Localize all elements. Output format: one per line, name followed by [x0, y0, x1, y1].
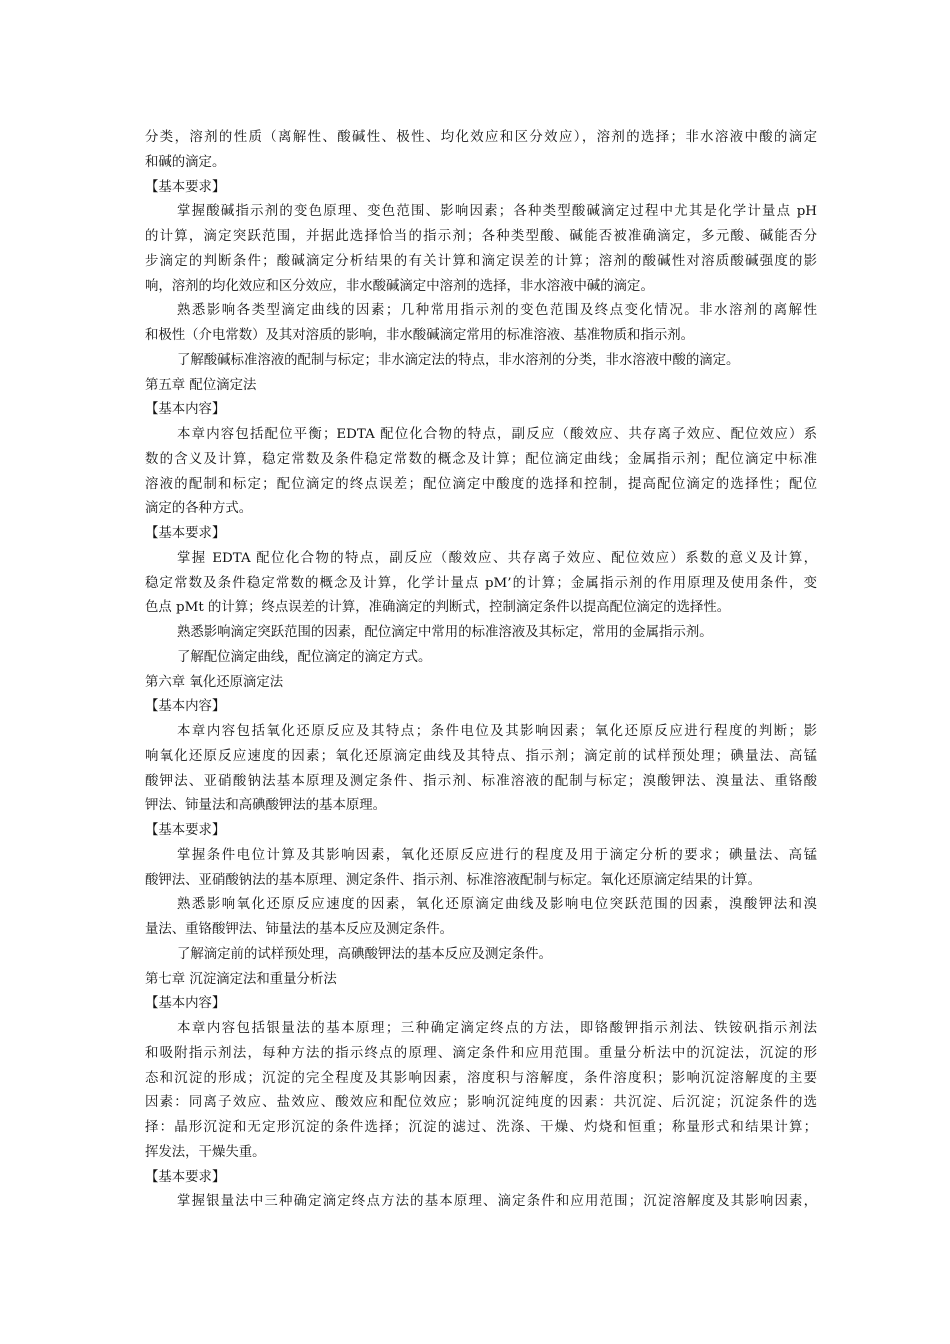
body-text-line: 掌握银量法中三种确定滴定终点方法的基本原理、滴定条件和应用范围；沉淀溶解度及其影响因素， — [177, 1194, 817, 1210]
body-text-line: 挥发法，干燥失重。 — [145, 1144, 266, 1160]
body-text-line: 溶液的配制和标定；配位滴定的终点误差；配位滴定中酸度的选择和控制，提高配位滴定的选择性；配位 — [145, 476, 817, 492]
document-page — [145, 126, 817, 1215]
body-text-line: 掌握酸碱指示剂的变色原理、变色范围、影响因素；各种类型酸碱滴定过程中尤其是化学计量点 pH — [177, 204, 817, 220]
body-text-line: 和吸附指示剂法，每种方法的指示终点的原理、滴定条件和应用范围。重量分析法中的沉淀法，沉淀的形 — [145, 1045, 817, 1061]
body-text-line: 滴定的各种方式。 — [145, 501, 253, 517]
section-label: 【基本要求】 — [145, 823, 226, 838]
section-label: 【基本内容】 — [145, 402, 226, 418]
chapter-heading: 第六章 氧化还原滴定法 — [145, 674, 284, 690]
body-text-line: 熟悉影响氧化还原反应速度的因素，氧化还原滴定曲线及影响电位突跃范围的因素，溴酸钾法和溴 — [177, 897, 817, 913]
section-label: 【基本内容】 — [145, 699, 226, 715]
body-text-line: 酸钾法、亚硝酸钠法基本原理及测定条件、指示剂、标准溶液的配制与标定；溴酸钾法、溴量法、重铬酸 — [145, 773, 817, 789]
body-text-line: 择：晶形沉淀和无定形沉淀的条件选择；沉淀的滤过、洗涤、干燥、灼烧和恒重；称量形式和结果计算； — [145, 1120, 817, 1135]
body-text-line: 响氧化还原反应速度的因素；氧化还原滴定曲线及其特点、指示剂；滴定前的试样预处理；碘量法、高锰 — [145, 748, 817, 764]
chapter-heading: 第七章 沉淀滴定法和重量分析法 — [145, 971, 337, 987]
body-text-line: 步滴定的判断条件；酸碱滴定分析结果的有关计算和滴定误差的计算；溶剂的酸碱性对溶质酸碱强度的影 — [145, 253, 817, 269]
body-text-line: 态和沉淀的形成；沉淀的完全程度及其影响因素，溶度积与溶解度，条件溶度积；影响沉淀溶解度的主要 — [145, 1070, 817, 1086]
section-label: 【基本内容】 — [145, 996, 226, 1012]
body-text-line: 数的含义及计算，稳定常数及条件稳定常数的概念及计算；配位滴定曲线；金属指示剂；配位滴定中标准 — [145, 451, 817, 467]
body-text-line: 色点 pMt 的计算；终点误差的计算，准确滴定的判断式，控制滴定条件以提高配位滴定的选择性。 — [145, 600, 731, 616]
body-text-line: 和极性（介电常数）及其对溶质的影响，非水酸碱滴定常用的标准溶液、基准物质和指示剂。 — [145, 328, 695, 343]
body-text-line: 钾法、铈量法和高碘酸钾法的基本原理。 — [145, 798, 387, 814]
body-text-line: 响，溶剂的均化效应和区分效应，非水酸碱滴定中溶剂的选择，非水溶液中碱的滴定。 — [145, 278, 654, 294]
body-text-line: 和碱的滴定。 — [145, 154, 226, 170]
section-label: 【基本要求】 — [145, 526, 226, 541]
body-text-line: 本章内容包括银量法的基本原理；三种确定滴定终点的方法，即铬酸钾指示剂法、铁铵矾指示剂法 — [177, 1021, 817, 1036]
body-text-line: 了解配位滴定曲线，配位滴定的滴定方式。 — [177, 649, 432, 665]
chapter-heading: 第五章 配位滴定法 — [145, 377, 257, 393]
section-label: 【基本要求】 — [145, 179, 226, 195]
body-text-line: 分类，溶剂的性质（离解性、酸碱性、极性、均化效应和区分效应），溶剂的选择；非水溶液中酸的滴定 — [145, 130, 817, 145]
body-text-line: 因素：同离子效应、盐效应、酸效应和配位效应；影响沉淀纯度的因素：共沉淀、后沉淀；沉淀条件的选 — [145, 1095, 817, 1111]
body-text-line: 酸钾法、亚硝酸钠法的基本原理、测定条件、指示剂、标准溶液配制与标定。氧化还原滴定结果的计算。 — [145, 872, 761, 888]
body-text-line: 了解酸碱标准溶液的配制与标定；非水滴定法的特点，非水溶剂的分类，非水溶液中酸的滴定。 — [177, 352, 740, 368]
body-text-line: 本章内容包括氧化还原反应及其特点；条件电位及其影响因素；氧化还原反应进行程度的判断；影 — [177, 724, 817, 739]
body-text-line: 本章内容包括配位平衡；EDTA 配位化合物的特点，副反应（酸效应、共存离子效应、配位效应）系 — [177, 427, 817, 442]
body-text-line: 掌握条件电位计算及其影响因素，氧化还原反应进行的程度及用于滴定分析的要求；碘量法、高锰 — [177, 847, 817, 863]
body-text-line: 稳定常数及条件稳定常数的概念及计算，化学计量点 pM’的计算；金属指示剂的作用原理及使用条件，变 — [145, 575, 817, 591]
body-text-line: 熟悉影响滴定突跃范围的因素，配位滴定中常用的标准溶液及其标定，常用的金属指示剂。 — [177, 625, 713, 640]
body-text-line: 量法、重铬酸钾法、铈量法的基本反应及测定条件。 — [145, 922, 453, 937]
body-text-line: 的计算，滴定突跃范围，并据此选择恰当的指示剂；各种类型酸、碱能否被准确滴定，多元酸、碱能否分 — [145, 229, 817, 244]
body-text-line: 了解滴定前的试样预处理，高碘酸钾法的基本反应及测定条件。 — [177, 946, 552, 962]
body-text-line: 掌握 EDTA 配位化合物的特点，副反应（酸效应、共存离子效应、配位效应）系数的意义及计算， — [177, 550, 817, 566]
body-text-line: 熟悉影响各类型滴定曲线的因素；几种常用指示剂的变色范围及终点变化情况。非水溶剂的离解性 — [177, 303, 817, 319]
section-label: 【基本要求】 — [145, 1169, 226, 1185]
